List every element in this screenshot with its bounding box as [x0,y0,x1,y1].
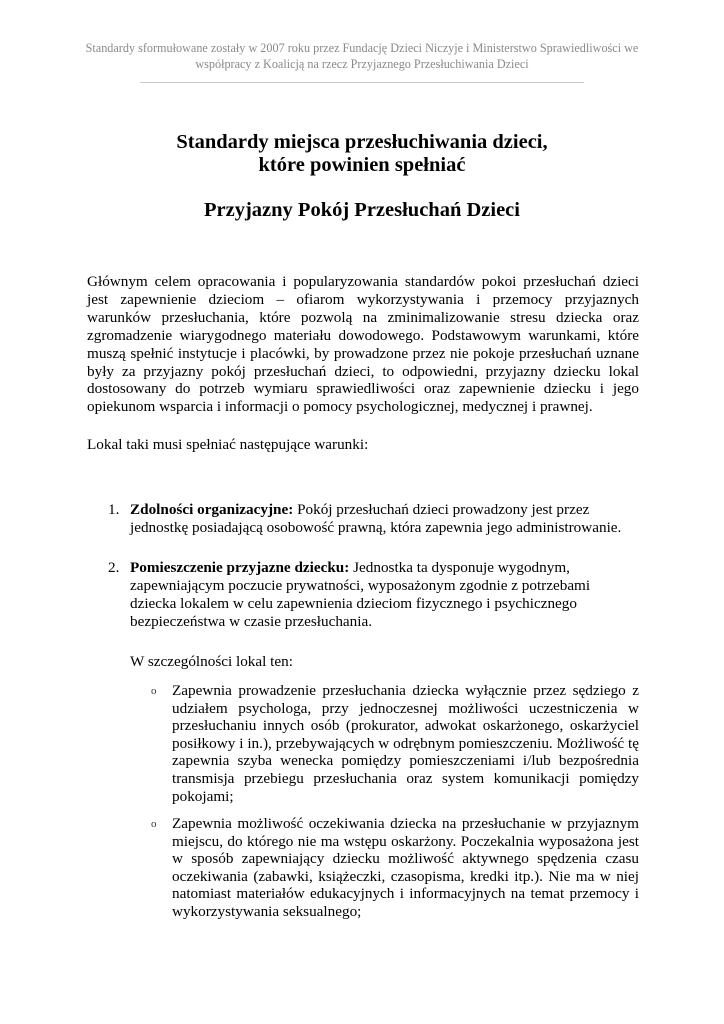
intro-paragraph: Głównym celem opracowania i popularyzowania standardów pokoi przesłuchań dzieci jest zapewnienie dzieciom – ofiarom wykorzystywania i przemocy przyjaznych warunków przesłuchania, które pozwolą na zminimalizowanie stresu dziecka oraz zgromadzenie wiarygodnego materiału dowodowego. Podstawowym warunkami, które muszą spełnić instytucje i placówki, by prowadzone przez nie pokoje przesłuchań uznane były za przyjazny pokój przesłuchań dzieci, to odpowiedni, przyjazny dziecku lokal dostosowany do potrzeb wymiaru sprawiedliwości oraz zapewnienie dziecku i jego opiekunom wsparcia i informacji o pomocy psychologicznej, medycznej i prawnej. [87,273,639,416]
item-number: 1. [108,501,120,518]
header-divider [140,82,584,83]
header-note [70,41,654,72]
document-title-line2: które powinien spełniać [258,154,466,176]
list-item-child-friendly-room [130,559,630,631]
lead-paragraph: Lokal taki musi spełniać następujące warunki: [87,436,369,453]
sub-lead: W szczególności lokal ten: [130,653,293,670]
item-heading: Zdolności organizacyjne: [130,501,294,518]
bullet-marker: o [151,818,157,830]
document-title-line1: Standardy miejsca przesłuchiwania dzieci, [176,131,548,153]
header-note-line1: Standardy sformułowane zostały w 2007 roku przez Fundację Dzieci Niczyje i Ministerstwo Sprawiedliwości we [85,41,639,55]
list-item-organizational [130,501,639,537]
document-subtitle: Przyjazny Pokój Przesłuchań Dzieci [204,199,520,221]
bullet-item: Zapewnia możliwość oczekiwania dziecka na przesłuchanie w przyjaznym miejscu, do którego nie ma wstępu oskarżony. Poczekalnia wyposażona jest w sposób zapewniający dziecku możliwość aktywnego spędzenia czasu oczekiwania (zabawki, książeczki, czasopisma, kredki itp.). Nie ma w niej natomiast materiałów edukacyjnych i informacyjnych na temat przemocy i wykorzystywania seksualnego; [172,815,639,920]
item-number: 2. [108,559,120,576]
item-text: Jednostka ta dysponuje wygodnym, zapewniającym poczucie prywatności, wyposażonym zgodnie z potrzebami dziecka lokalem w celu zapewnienia dzieciom fizycznego i psychicznego bezpieczeństwa w czasie przesłuchania. [130,559,591,630]
bullet-item: Zapewnia prowadzenie przesłuchania dziecka wyłącznie przez sędziego z udziałem psychologa, przy jednoczesnej możliwości uczestniczenia w przesłuchaniu innych osób (prokurator, adwokat oskarżonego, oskarżyciel posiłkowy i in.), przebywających w odrębnym pomieszczeniu. Możliwość tę zapewnia szyba wenecka pomiędzy pomieszczeniami i/lub bezpośrednia transmisja przebiegu przesłuchania oraz system komunikacji pomiędzy pokojami; [172,682,639,805]
bullet-marker: o [151,685,157,697]
header-note-line2: współpracy z Koalicją na rzecz Przyjaznego Przesłuchiwania Dzieci [195,56,529,71]
item-heading: Pomieszczenie przyjazne dziecku: [130,559,350,576]
item-text: Pokój przesłuchań dzieci prowadzony jest przez jednostkę posiadającą osobowość prawną, która zapewnia jego administrowanie. [130,501,622,536]
